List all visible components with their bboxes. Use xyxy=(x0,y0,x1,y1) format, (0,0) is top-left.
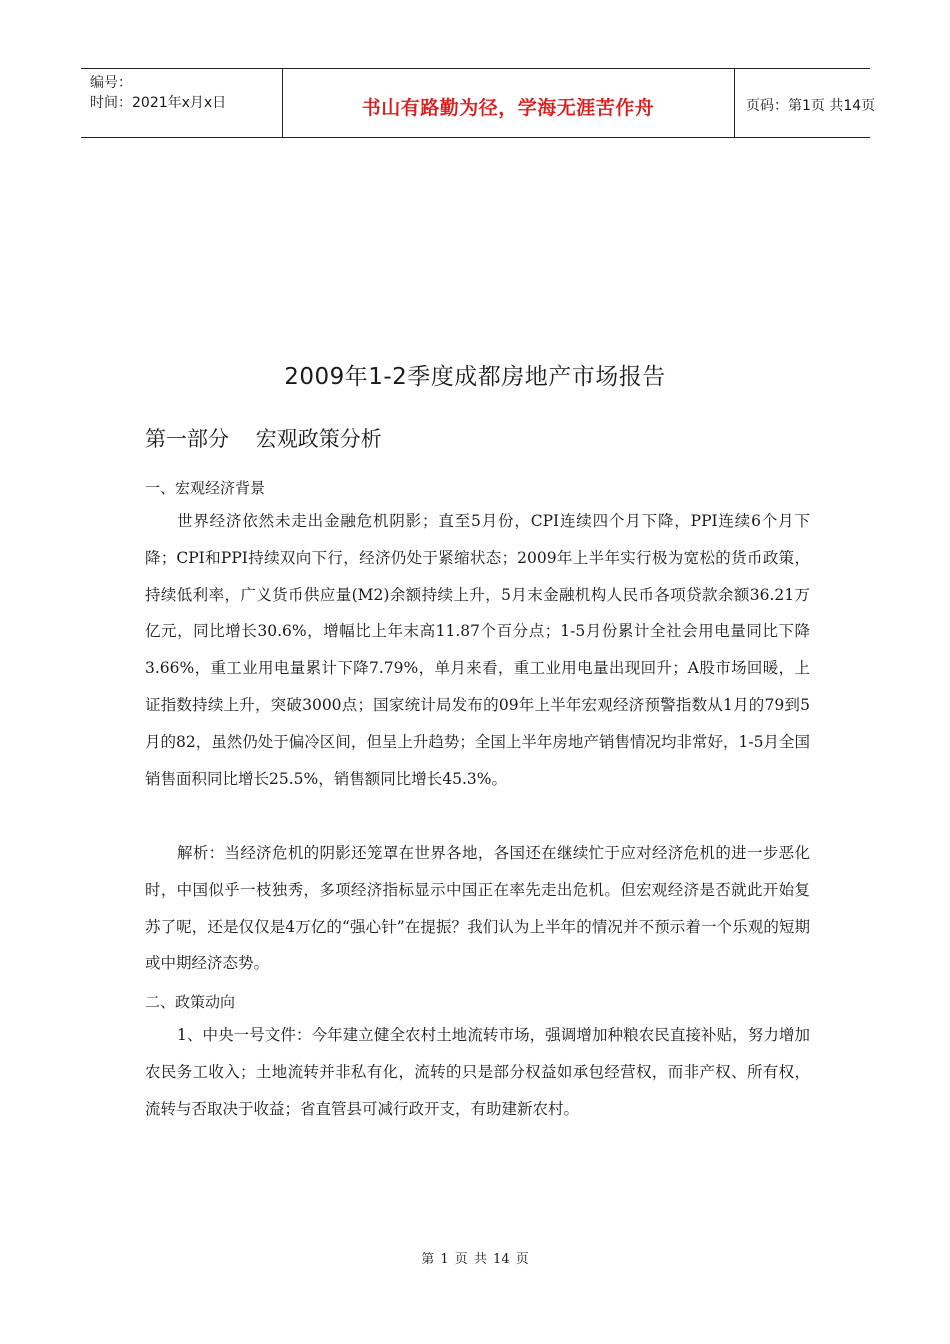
paragraph-policy-1: 1、中央一号文件：今年建立健全农村土地流转市场，强调增加种粮农民直接补贴，努力增加农民务工收入；土地流转并非私有化，流转的只是部分权益如承包经营权，而非产权、所有权，流转与否取决于收益；省直管县可减行政开支，有助建新农村。 xyxy=(145,1026,810,1118)
document-header-table xyxy=(81,68,876,138)
page-footer: 第 1 页 共 14 页 xyxy=(421,1252,529,1267)
header-motto-cell xyxy=(282,69,735,137)
section-heading-macro-economy: 一、宏观经济背景 xyxy=(145,479,266,497)
document-title: 2009年1-2季度成都房地产市场报告 xyxy=(284,364,666,390)
paragraph-analysis: 解析：当经济危机的阴影还笼罩在世界各地，各国还在继续忙于应对经济危机的进一步恶化时，中国似乎一枝独秀，多项经济指标显示中国正在率先走出危机。但宏观经济是否就此开始复苏了呢，还是仅仅是4万亿的“强心针”在提振？我们认为上半年的情况并不预示着一个乐观的短期或中期经济态势。 xyxy=(145,844,810,973)
document-code-label: 编号： xyxy=(90,75,132,91)
header-meta-cell xyxy=(81,69,283,137)
header-motto: 书山有路勤为径，学海无涯苦作舟 xyxy=(361,97,655,119)
header-page-info: 页码：第1页 共14页 xyxy=(746,98,876,114)
document-time-label: 时间：2021年x月x日 xyxy=(90,95,227,111)
paragraph-macro-economy: 世界经济依然未走出金融危机阴影；直至5月份，CPI连续四个月下降，PPI连续6个月下降；CPI和PPI持续双向下行，经济仍处于紧缩状态；2009年上半年实行极为宽松的货币政策，持续低利率，广义货币供应量(M2)余额持续上升，5月末金融机构人民币各项贷款余额36.21万亿元，同比增长30.6%，增幅比上年末高11.87个百分点；1-5月份累计全社会用电量同比下降3.66%，重工业用电量累计下降7.79%，单月来看，重工业用电量出现回升；A股市场回暖，上证指数持续上升，突破3000点；国家统计局发布的09年上半年宏观经济预警指数从1月的79到5月的82，虽然仍处于偏冷区间，但呈上升趋势；全国上半年房地产销售情况均非常好，1-5月全国销售面积同比增长25.5%，销售额同比增长45.3%。 xyxy=(145,512,810,788)
header-page-cell xyxy=(734,69,876,137)
section-heading-policy: 二、政策动向 xyxy=(145,993,236,1011)
part-heading: 第一部分 宏观政策分析 xyxy=(145,427,382,451)
